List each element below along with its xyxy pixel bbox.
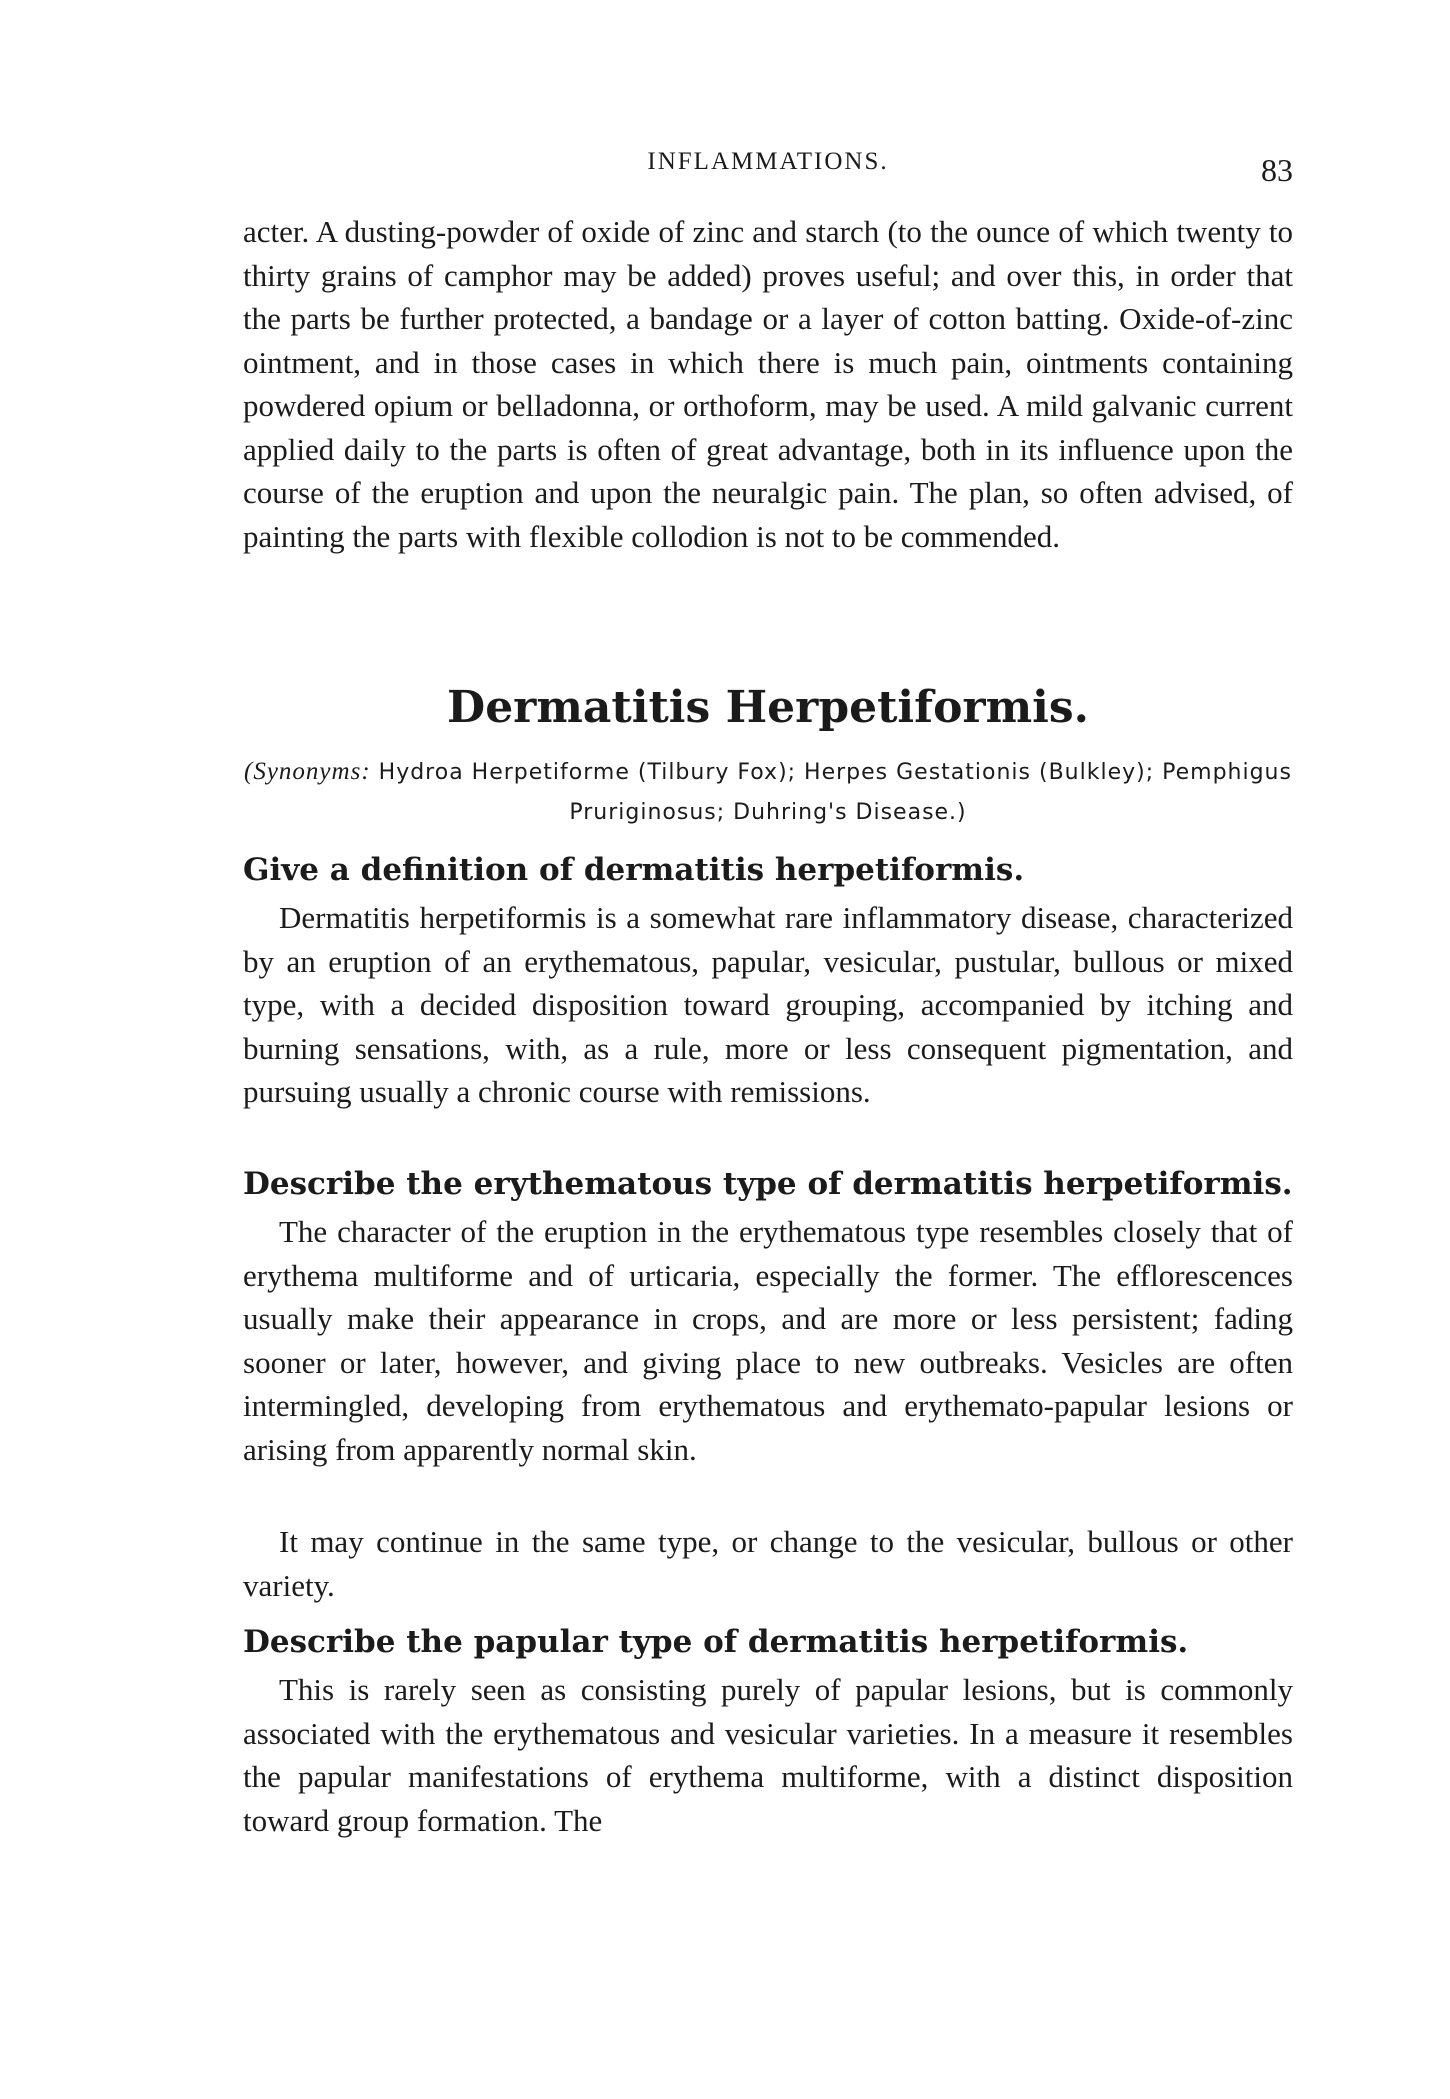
section-title: Dermatitis Herpetiformis. (447, 682, 1089, 733)
synonyms (243, 752, 1293, 833)
continuation-paragraph: acter. A dusting-powder of oxide of zinc and starch (to the ounce of which twenty to thirty grains of camphor may be added) proves useful; and over this, in order that the parts be further protected, a bandage or a layer of cotton batting. Oxide-of-zinc ointment, and in those cases in which there is much pain, ointments containing powdered opium or belladonna, or orthoform, may be used. A mild galvanic current applied daily to the parts is often of great advantage, both in its influence upon the course of the eruption and upon the neuralgic pain. The plan, so often advised, of painting the parts with flexible collodion is not to be commended. (243, 214, 1293, 554)
page-header (243, 148, 1293, 188)
question-papular-type: Describe the papular type of dermatitis herpetiformis. (243, 1624, 1189, 1660)
answer-erythematous-type-continued: It may continue in the same type, or change to the vesicular, bullous or other variety. (243, 1524, 1293, 1603)
running-title: INFLAMMATIONS. (647, 148, 889, 175)
question-definition: Give a definition of dermatitis herpetiformis. (243, 852, 1025, 888)
question-erythematous-type: Describe the erythematous type of dermatitis herpetiformis. (243, 1166, 1293, 1202)
answer-definition: Dermatitis herpetiformis is a somewhat rare inflammatory disease, characterized by an eruption of an erythematous, papular, vesicular, pustular, bullous or mixed type, with a decided disposition toward grouping, accompanied by itching and burning sensations, with, as a rule, more or less consequent pigmentation, and pursuing usually a chronic course with remissions. (243, 900, 1293, 1109)
answer-erythematous-type: The character of the eruption in the erythematous type resembles closely that of erythema multiforme and of urticaria, especially the former. The efflorescences usually make their appearance in crops, and are more or less persistent; fading sooner or later, however, and giving place to new outbreaks. Vesicles are often intermingled, developing from erythematous and erythemato-papular lesions or arising from apparently normal skin. (243, 1214, 1293, 1467)
synonyms-label: (Synonyms: (244, 758, 371, 785)
synonyms-list: Hydroa Herpetiforme (Tilbury Fox); Herpes Gestationis (Bulkley); Pemphigus Pruriginosus; Duhring's Disease.) (378, 760, 1292, 825)
page-number: 83 (1261, 152, 1293, 188)
answer-papular-type: This is rarely seen as consisting purely of papular lesions, but is commonly associated with the erythematous and vesicular varieties. In a measure it resembles the papular manifestations of erythema multiforme, with a distinct disposition toward group formation. The (243, 1672, 1293, 1838)
